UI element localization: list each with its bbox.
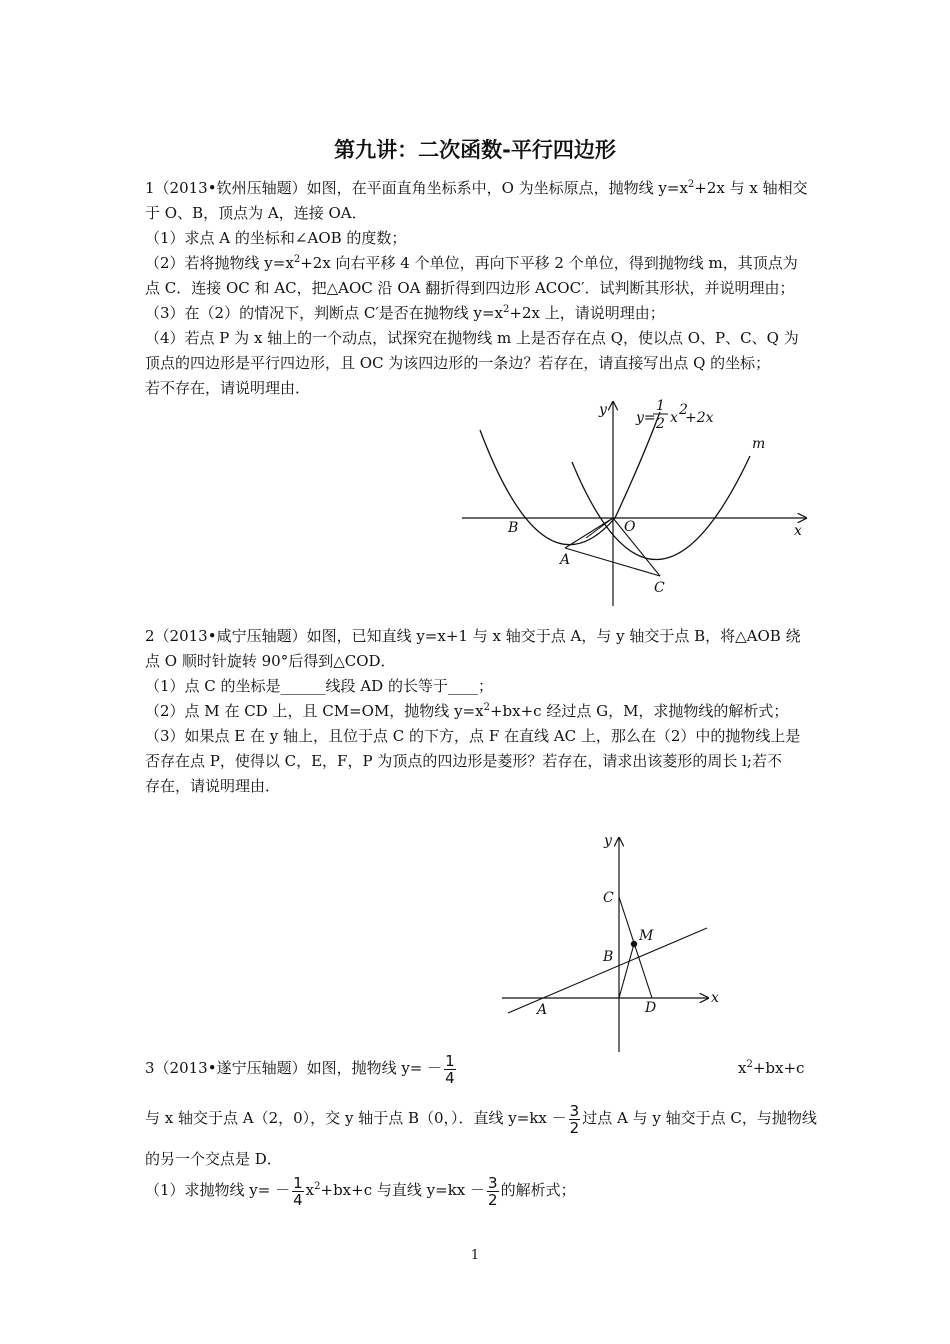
fig2-segment-OM <box>619 944 634 998</box>
fig1-parabola-right-arm <box>615 412 660 518</box>
p1-line-8: 顶点的四边形是平行四边形，且 OC 为该四边形的一条边？若存在，请直接写出点 Q 的坐标； <box>145 354 771 372</box>
fig1-segment-AO <box>565 518 613 548</box>
fig2-label-A: A <box>537 1002 548 1018</box>
fig1-label-O: O <box>624 519 636 535</box>
fig1-label-C: C <box>654 580 665 596</box>
page-title: 第九讲：二次函数-平行四边形 <box>334 138 616 162</box>
fig2-y-label: y <box>604 833 612 849</box>
p3-line-1-tail: $x^2+bx+c$ <box>738 1059 805 1077</box>
p1-line-1: 1（2013•钦州压轴题）如图，在平面直角坐标系中，O 为坐标原点，抛物线 $y=x^2+2x$ 与 x 轴相交 <box>145 179 808 197</box>
p3-fraction-1-4-b: $\frac{1}{4}$ <box>293 1173 303 1209</box>
fig2-label-C: C <box>603 890 614 906</box>
fig1-label-B: B <box>508 520 519 536</box>
fig2-label-M: M <box>639 928 654 944</box>
p2-line-4: （2）点 M 在 CD 上，且 CM=OM，抛物线 $y=x^2+bx+c$ 经过点 G，M，求抛物线的解析式； <box>145 702 789 720</box>
fig1-parabola-left-arm <box>480 430 615 545</box>
p1-line-9: 若不存在，请说明理由． <box>145 379 311 397</box>
p1-line-6: （3）在（2）的情况下，判断点 C′是否在抛物线 $y=x^2+2x$ 上，请说明理由； <box>145 304 665 322</box>
fig2-x-label: x <box>711 990 719 1006</box>
fig1-y-label: y <box>599 402 607 418</box>
p3-fraction-3-2-b: $\frac{3}{2}$ <box>488 1173 498 1209</box>
fig2-point-M <box>631 941 637 947</box>
fig2-label-D: D <box>645 1000 657 1016</box>
fig1-eq-prefix: y= <box>636 410 656 426</box>
p1-line-4: （2）若将抛物线 $y=x^2+2x$ 向右平移 4 个单位，再向下平移 2 个单位，得到抛物线 m，其顶点为 <box>145 254 798 272</box>
p2-line-3: （1）点 C 的坐标是______线段 AD 的长等于____； <box>145 677 493 695</box>
fig1-label-A: A <box>560 552 571 568</box>
fig1-m-label: m <box>752 436 766 452</box>
fig1-eq-den: 2 <box>656 416 665 432</box>
fig1-segment-OCprime <box>586 518 613 538</box>
fig1-x-label: x <box>794 523 802 539</box>
p2-line-2: 点 O 顺时针旋转 90°后得到△COD． <box>145 652 396 670</box>
fig2-segment-CD <box>619 897 652 998</box>
figure-1-parabolas <box>450 393 820 613</box>
p3-fraction-3-2: $\frac{3}{2}$ <box>569 1101 580 1137</box>
p2-line-7: 存在，请说明理由． <box>145 777 281 795</box>
fig2-line-AB <box>508 928 707 1013</box>
p2-line-6: 否存在点 P，使得以 C，E，F，P 为顶点的四边形是菱形？若存在，请求出该菱形的周长 l;若不 <box>145 752 782 770</box>
p1-line-5: 点 C．连接 OC 和 AC，把△AOC 沿 OA 翻折得到四边形 ACOC′．试判断其形状，并说明理由； <box>145 279 795 297</box>
fig1-eq-num: 1 <box>656 398 665 414</box>
p3-fraction-1-4: $\frac{1}{4}$ <box>445 1051 455 1087</box>
p3-line-3: 的另一个交点是 D． <box>145 1150 282 1168</box>
fig1-eq-tail: +2x <box>685 410 714 426</box>
p2-line-5: （3）如果点 E 在 y 轴上，且位于点 C 的下方，点 F 在直线 AC 上，那么在（2）中的抛物线上是 <box>145 727 801 745</box>
fig1-eq-x: x <box>670 410 678 426</box>
p2-line-1: 2（2013•咸宁压轴题）如图，已知直线 y=x+1 与 x 轴交于点 A，与 y 轴交于点 B，将△AOB 绕 <box>145 627 801 645</box>
page-number: 1 <box>470 1248 480 1263</box>
p1-line-7: （4）若点 P 为 x 轴上的一个动点，试探究在抛物线 m 上是否存在点 Q，使以点 O、P、C、Q 为 <box>145 329 799 347</box>
p3-line-4: （1）求抛物线 y= － $\frac{1}{4}$ $x^2+bx+c$ 与直线 y=kx － $\frac{3}{2}$ 的解析式； <box>145 1173 576 1209</box>
fig1-parabola-m <box>572 456 750 560</box>
figure-2-rotation <box>495 825 730 1060</box>
fig2-label-B: B <box>603 949 614 965</box>
p1-line-2: 于 O、B，顶点为 A，连接 OA． <box>145 204 367 222</box>
p3-line-1: 3（2013•遂宁压轴题）如图，抛物线 y= － $\frac{1}{4}$ <box>145 1051 455 1087</box>
fig1-eq-sup: 2 <box>679 402 688 418</box>
p3-line-2: 与 x 轴交于点 A（2，0），交 y 轴于点 B（0，）．直线 y=kx － $\frac{3}{2}$ 过点 A 与 y 轴交于点 C，与抛物线 <box>145 1101 817 1137</box>
fig1-segment-OC <box>613 518 660 576</box>
p1-line-3: （1）求点 A 的坐标和∠AOB 的度数； <box>145 229 407 247</box>
